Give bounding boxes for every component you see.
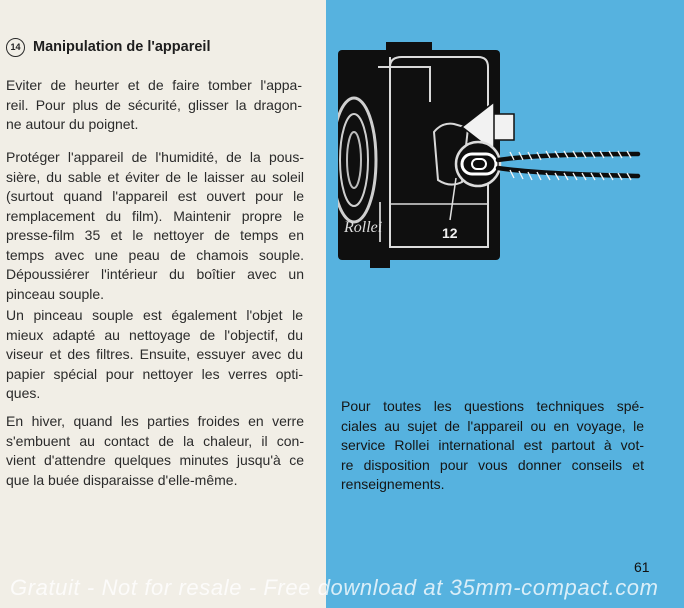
text-line: viseur et des filtres. Ensuite, essuyer avec du	[6, 346, 303, 362]
paragraph-handling	[6, 76, 302, 135]
text-line: Protéger l'appareil de l'humidité, de la pous-	[6, 149, 304, 165]
text-line: sière, du sable et éviter de le laisser au soleil	[6, 168, 304, 185]
text-line: Un pinceau souple est également l'objet le	[6, 307, 303, 323]
text-line: ne autour du poignet.	[6, 116, 139, 132]
text-line: re disposition pour vous donner conseils et	[341, 456, 644, 473]
text-line: papier spécial pour nettoyer les verres opti-	[6, 365, 303, 382]
text-line: (surtout quand l'appareil est ouvert pour le	[6, 188, 304, 204]
paragraph-protection	[6, 148, 304, 304]
text-line: pinceau souple.	[6, 285, 105, 302]
text-line: s'embuent au contact de la chaleur, il con-	[6, 432, 304, 449]
text-line: que la buée disparaisse d'elle-même.	[6, 471, 238, 488]
left-column	[0, 0, 326, 608]
section-title: Manipulation de l'appareil	[33, 39, 211, 55]
text-line: service Rollei international est partout à vot-	[341, 437, 644, 453]
text-line: vient d'attendre quelques minutes jusqu'à ce	[6, 452, 304, 468]
text-line: Dépoussiérer l'intérieur du boîtier avec un	[6, 266, 304, 282]
figure-brand-label: Rollei	[344, 219, 383, 236]
service-paragraph	[341, 397, 644, 495]
paragraph-cleaning	[6, 306, 303, 404]
page-number: 61	[634, 559, 650, 575]
text-line: ciales au sujet de l'appareil ou en voyage, le	[341, 417, 644, 434]
section-heading	[6, 38, 322, 60]
text-line: Eviter de heurter et de faire tomber l'appa-	[6, 77, 302, 93]
text-line: ques.	[6, 385, 41, 401]
callout-number: 12	[442, 225, 458, 241]
paragraph-winter	[6, 412, 304, 490]
camera-strap-illustration	[338, 42, 643, 274]
text-line: remplacement du film). Maintenir propre le	[6, 207, 304, 224]
watermark-text: Gratuit - Not for resale - Free download at 35mm-compact.com	[10, 575, 659, 600]
text-line: temps avec une peau de chamois souple.	[6, 246, 304, 263]
text-line: Pour toutes les questions techniques spé-	[341, 398, 644, 414]
text-line: reil. Pour plus de sécurité, glisser la dragon-	[6, 96, 302, 113]
text-line: En hiver, quand les parties froides en verre	[6, 413, 304, 429]
text-line: renseignements.	[341, 476, 445, 492]
text-line: mieux adapté au nettoyage de l'objectif, du	[6, 326, 303, 343]
text-line: presse-film 35 et le nettoyer de temps en	[6, 227, 304, 243]
section-number-badge: 14	[6, 38, 25, 57]
